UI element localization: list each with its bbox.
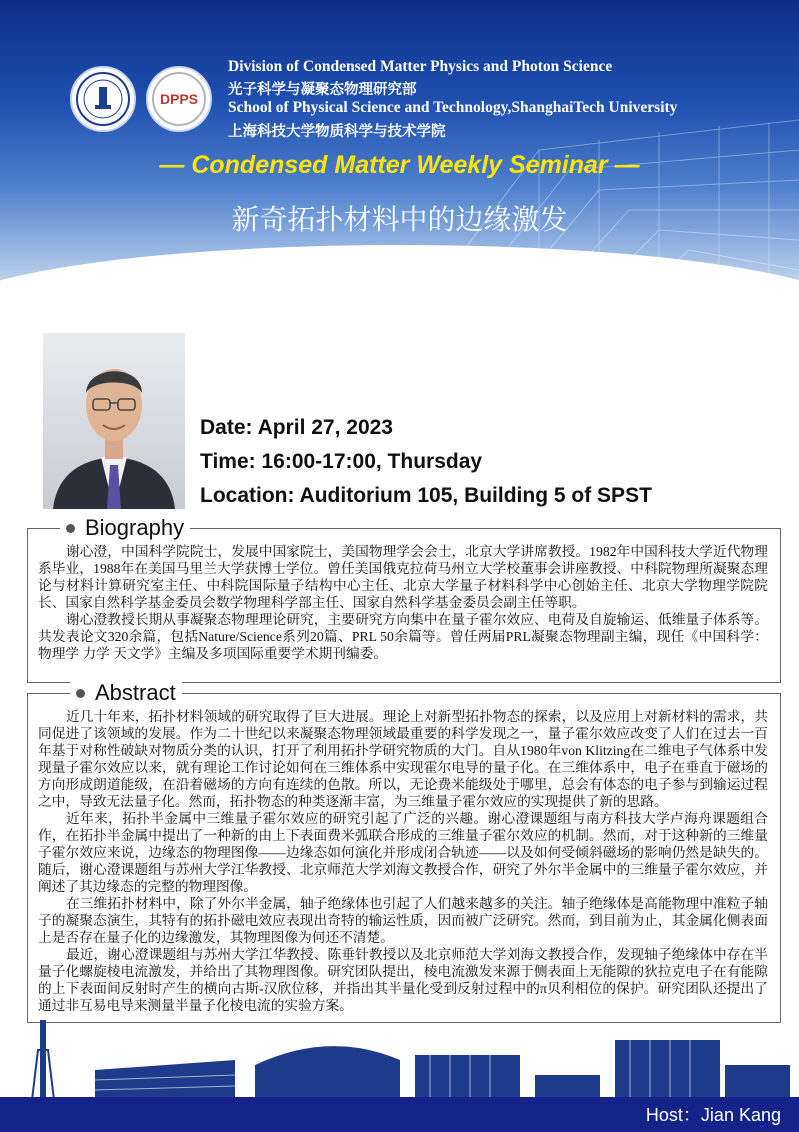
speaker-affiliation: 北京大学物理学院: [315, 288, 484, 312]
shanghaitech-logo: [70, 66, 136, 132]
biography-heading: [60, 514, 190, 542]
host-name: Host：Jian Kang: [645, 1105, 781, 1125]
abstract-paragraph: 在三维拓扑材料中，除了外尔半金属，轴子绝缘体也引起了人们越来越多的关注。轴子绝缘体是高能物理中准粒子轴子的凝聚态演生，其特有的拓扑磁电效应表现出奇特的输运性质，因而被广泛研究。然而，到目前为止，其金属化侧表面上是否存在量子化的边缘激发，其物理图像为何还不清楚。: [38, 896, 768, 945]
svg-text:DPPS: DPPS: [159, 91, 199, 107]
abstract-paragraph: 最近，谢心澄课题组与苏州大学江华教授、陈垂针教授以及北京师范大学刘海文教授合作，发现轴子绝缘体中存在半量子化螺旋棱电流激发，并给出了其物理图像。研究团队提出，棱电流激发来源于侧表面上无能隙的狄拉克电子在有能隙的上下表面间反射时产生的横向古斯-汉欣位移，并指出其半量化受到反射过程中的π贝利相位的保护。研究团队还提出了通过非互易电导来测量半量子化棱电流的实验方案。: [38, 947, 768, 1013]
speaker-name: 谢心澄: [368, 258, 431, 282]
biography-heading-label: Biography: [85, 515, 185, 540]
abstract-box: [27, 693, 781, 1023]
bullet-dot: [66, 524, 75, 533]
abstract-paragraph: 近年来，拓扑半金属中三维量子霍尔效应的研究引起了广泛的兴趣。谢心澄课题组与南方科技大学卢海舟课题组合作，在拓扑半金属中提出了一种新的由上下表面费米弧联合形成的三维量子霍尔效应的机制。然而，对于这种新的三维量子霍尔效应来说，边缘态的物理图像——边缘态如何演化并形成闭合轨迹——以及如何受倾斜磁场的影响仍然是缺失的。随后，谢心澄课题组与苏州大学江华教授、北京师范大学刘海文教授合作，研究了外尔半金属中的三维量子霍尔效应，并阐述了其边缘态的完整的物理图像。: [38, 811, 768, 894]
abstract-body: [38, 708, 768, 1014]
biography-box: [27, 528, 781, 683]
event-location: Location: Auditorium 105, Building 5 of SPST: [200, 484, 652, 507]
bullet-dot: [76, 689, 85, 698]
school-name-en: School of Physical Science and Technology,ShanghaiTech University: [228, 99, 678, 116]
talk-title: 新奇拓扑材料中的边缘激发: [231, 203, 568, 236]
biography-body: [38, 543, 768, 662]
abstract-paragraph: 近几十年来，拓扑材料领域的研究取得了巨大进展。理论上对新型拓扑物态的探索，以及应用上对新材料的需求，共同促进了该领域的发展。作为二十世纪以来凝聚态物理领域最重要的科学发现之一，量子霍尔效应改变了人们在过去一百年基于对称性破缺对物质分类的认识，打开了利用拓扑学研究物质的大门。自从1980年von Klitzing在二维电子气体系中发现量子霍尔效应以来，就有理论工作讨论如何在三维体系中实现霍尔电导的量子化。在三维体系中，电子在垂直于磁场的方向形成朗道能级，在沿着磁场的方向有连续的色散。所以，无论费米能级处于哪里，总会有体态的电子参与到输运过程之中，导致无法量子化。然而，拓扑物态的种类逐渐丰富，为三维量子霍尔效应的实现提供了新的思路。: [38, 709, 768, 809]
event-time: Time: 16:00-17:00, Thursday: [200, 450, 483, 473]
speaker-photo: [43, 333, 185, 509]
abstract-heading: [70, 679, 182, 707]
biography-paragraph: 谢心澄，中国科学院院士，发展中国家院士，美国物理学会会士，北京大学讲席教授。1982年中国科技大学近代物理系毕业，1988年在美国马里兰大学获博士学位。曾任美国俄克拉荷马州立大学校董事会讲座教授、中科院物理所凝聚态理论与材料计算研究室主任、中科院国际量子结构中心主任、北京大学量子材料科学中心创始主任、北京大学物理学院院长、国家自然科学基金委员会数学物理科学部主任、国家自然科学基金委员会副主任等职。: [38, 544, 768, 610]
seminar-series: — Condensed Matter Weekly Seminar —: [159, 151, 640, 179]
division-name-en: Division of Condensed Matter Physics and Photon Science: [228, 58, 613, 75]
event-date: Date: April 27, 2023: [200, 416, 393, 439]
dpps-logo: [146, 66, 212, 132]
school-name-cn: 上海科技大学物质科学与技术学院: [228, 124, 446, 140]
abstract-heading-label: Abstract: [95, 680, 176, 705]
division-name-cn: 光子科学与凝聚态物理研究部: [228, 82, 417, 98]
biography-paragraph: 谢心澄教授长期从事凝聚态物理理论研究，主要研究方向集中在量子霍尔效应、电荷及自旋输运、低维量子体系等。共发表论文320余篇，包括Nature/Science系列20篇、PRL 50余篇等。曾任两届PRL凝聚态物理副主编，现任《中国科学：物理学 力学 天文学》主编及多项国际重要学术期刊编委。: [38, 612, 768, 661]
